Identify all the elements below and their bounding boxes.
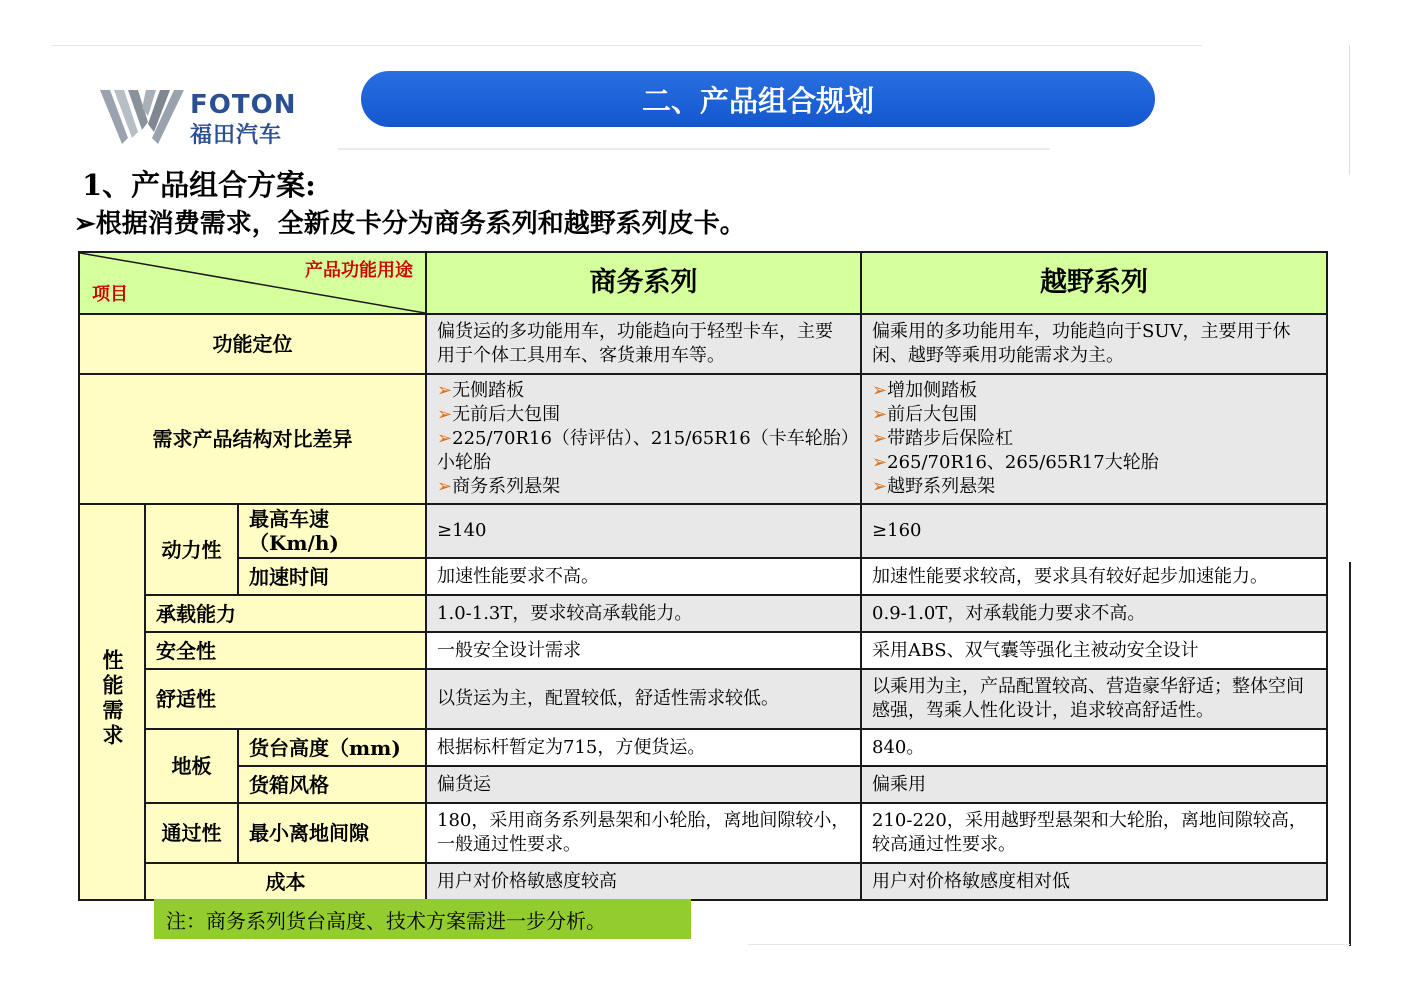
corner-bottom-left-label: 项目 — [92, 284, 128, 305]
row-label-structure: 需求产品结构对比差异 — [79, 374, 426, 504]
row-label-cost: 成本 — [145, 863, 426, 900]
table-row — [79, 558, 1327, 595]
cell-cargo-style-business: 偏货运 — [426, 766, 861, 803]
cell-structure-offroad — [861, 374, 1327, 504]
cell-structure-business — [426, 374, 861, 504]
list-item — [437, 379, 850, 403]
bottom-divider — [748, 944, 1350, 945]
list-item-text: 无前后大包围 — [452, 404, 561, 425]
cell-cost-offroad: 用户对价格敏感度相对低 — [861, 863, 1327, 900]
bullet-arrow-icon: ➢ — [872, 428, 888, 449]
table-row — [79, 504, 1327, 558]
table-row — [79, 595, 1327, 632]
list-item — [872, 475, 1316, 499]
list-item — [437, 475, 850, 499]
performance-label-text: 性能需求 — [100, 648, 125, 749]
cell-cost-business: 用户对价格敏感度较高 — [426, 863, 861, 900]
list-item-text: 前后大包围 — [887, 404, 978, 425]
list-item — [437, 427, 850, 475]
list-item — [872, 427, 1316, 451]
corner-top-right-label: 产品功能用途 — [305, 260, 414, 281]
foton-emblem-icon — [98, 86, 188, 148]
logo-brand-cn: 福田汽车 — [190, 123, 283, 148]
table-row — [79, 729, 1327, 766]
cell-cargo-height-offroad: 840。 — [861, 729, 1327, 766]
row-label-top-speed: 最高车速（Km/h) — [238, 504, 426, 558]
list-item — [872, 451, 1316, 475]
list-item-text: 增加侧踏板 — [887, 380, 978, 401]
cell-safety-offroad: 采用ABS、双气囊等强化主被动安全设计 — [861, 632, 1327, 669]
cell-clearance-offroad: 210-220，采用越野型悬架和大轮胎，离地间隙较高，较高通过性要求。 — [861, 803, 1327, 863]
table-row — [79, 863, 1327, 900]
row-label-cargo-style: 货箱风格 — [238, 766, 426, 803]
row-label-floor: 地板 — [145, 729, 238, 803]
bullet-arrow-icon: ➢ — [872, 404, 888, 425]
list-item-text: 商务系列悬架 — [452, 476, 561, 497]
cell-top-speed-offroad: ≥160 — [861, 504, 1327, 558]
logo-brand-en: FOTON — [190, 90, 297, 120]
cell-positioning-offroad: 偏乘用的多功能用车，功能趋向于SUV，主要用于休闲、越野等乘用功能需求为主。 — [861, 314, 1327, 374]
subheading-text: 根据消费需求，全新皮卡分为商务系列和越野系列皮卡。 — [95, 209, 746, 239]
table-row — [79, 669, 1327, 729]
right-border-line — [1349, 45, 1350, 175]
row-label-power: 动力性 — [145, 504, 238, 595]
cell-comfort-business: 以货运为主，配置较低，舒适性需求较低。 — [426, 669, 861, 729]
table-row — [79, 314, 1327, 374]
corner-header-cell — [79, 252, 426, 314]
cell-comfort-offroad: 以乘用为主，产品配置较高、营造豪华舒适；整体空间感强，驾乘人性化设计，追求较高舒适性。 — [861, 669, 1327, 729]
right-border-line-lower — [1349, 562, 1351, 946]
list-item — [872, 403, 1316, 427]
row-label-acceleration: 加速时间 — [238, 558, 426, 595]
row-label-passability: 通过性 — [145, 803, 238, 863]
list-item — [437, 403, 850, 427]
list-item-text: 265/70R16、265/65R17大轮胎 — [887, 452, 1159, 473]
product-comparison-table — [78, 251, 1328, 901]
section-banner: 二、产品组合规划 — [361, 71, 1155, 127]
page-heading: 1、产品组合方案: — [82, 168, 316, 202]
footnote: 注：商务系列货台高度、技术方案需进一步分析。 — [154, 899, 691, 939]
table-row — [79, 803, 1327, 863]
cell-safety-business: 一般安全设计需求 — [426, 632, 861, 669]
bullet-arrow-icon: ➢ — [74, 209, 96, 239]
table-row — [79, 766, 1327, 803]
list-item-text: 225/70R16（待评估）、215/65R16（卡车轮胎）小轮胎 — [437, 428, 850, 473]
row-label-cargo-height: 货台高度（mm) — [238, 729, 426, 766]
cell-top-speed-business: ≥140 — [426, 504, 861, 558]
bullet-arrow-icon: ➢ — [872, 476, 888, 497]
cell-acceleration-business: 加速性能要求不高。 — [426, 558, 861, 595]
page-subheading — [74, 203, 746, 240]
cell-cargo-height-business: 根据标杆暂定为715，方便货运。 — [426, 729, 861, 766]
column-header-business: 商务系列 — [426, 252, 861, 314]
cell-positioning-business: 偏货运的多功能用车，功能趋向于轻型卡车，主要用于个体工具用车、客货兼用车等。 — [426, 314, 861, 374]
cell-cargo-style-offroad: 偏乘用 — [861, 766, 1327, 803]
header-underline — [338, 148, 1050, 150]
row-label-clearance: 最小离地间隙 — [238, 803, 426, 863]
top-divider — [52, 45, 1202, 46]
table-header-row — [79, 252, 1327, 314]
cell-acceleration-offroad: 加速性能要求较高，要求具有较好起步加速能力。 — [861, 558, 1327, 595]
row-label-load: 承载能力 — [145, 595, 426, 632]
bullet-arrow-icon: ➢ — [437, 380, 453, 401]
row-label-safety: 安全性 — [145, 632, 426, 669]
bullet-arrow-icon: ➢ — [872, 380, 888, 401]
bullet-arrow-icon: ➢ — [437, 404, 453, 425]
cell-load-offroad: 0.9-1.0T，对承载能力要求不高。 — [861, 595, 1327, 632]
table-row — [79, 632, 1327, 669]
list-item-text: 带踏步后保险杠 — [887, 428, 1014, 449]
cell-clearance-business: 180，采用商务系列悬架和小轮胎，离地间隙较小，一般通过性要求。 — [426, 803, 861, 863]
list-item-text: 越野系列悬架 — [887, 476, 996, 497]
bullet-arrow-icon: ➢ — [437, 476, 453, 497]
list-item — [872, 379, 1316, 403]
foton-logo — [98, 86, 338, 148]
cell-load-business: 1.0-1.3T，要求较高承载能力。 — [426, 595, 861, 632]
row-label-performance — [79, 504, 145, 900]
row-label-positioning: 功能定位 — [79, 314, 426, 374]
table-row — [79, 374, 1327, 504]
bullet-arrow-icon: ➢ — [437, 428, 453, 449]
bullet-arrow-icon: ➢ — [872, 452, 888, 473]
row-label-comfort: 舒适性 — [145, 669, 426, 729]
column-header-offroad: 越野系列 — [861, 252, 1327, 314]
list-item-text: 无侧踏板 — [452, 380, 525, 401]
